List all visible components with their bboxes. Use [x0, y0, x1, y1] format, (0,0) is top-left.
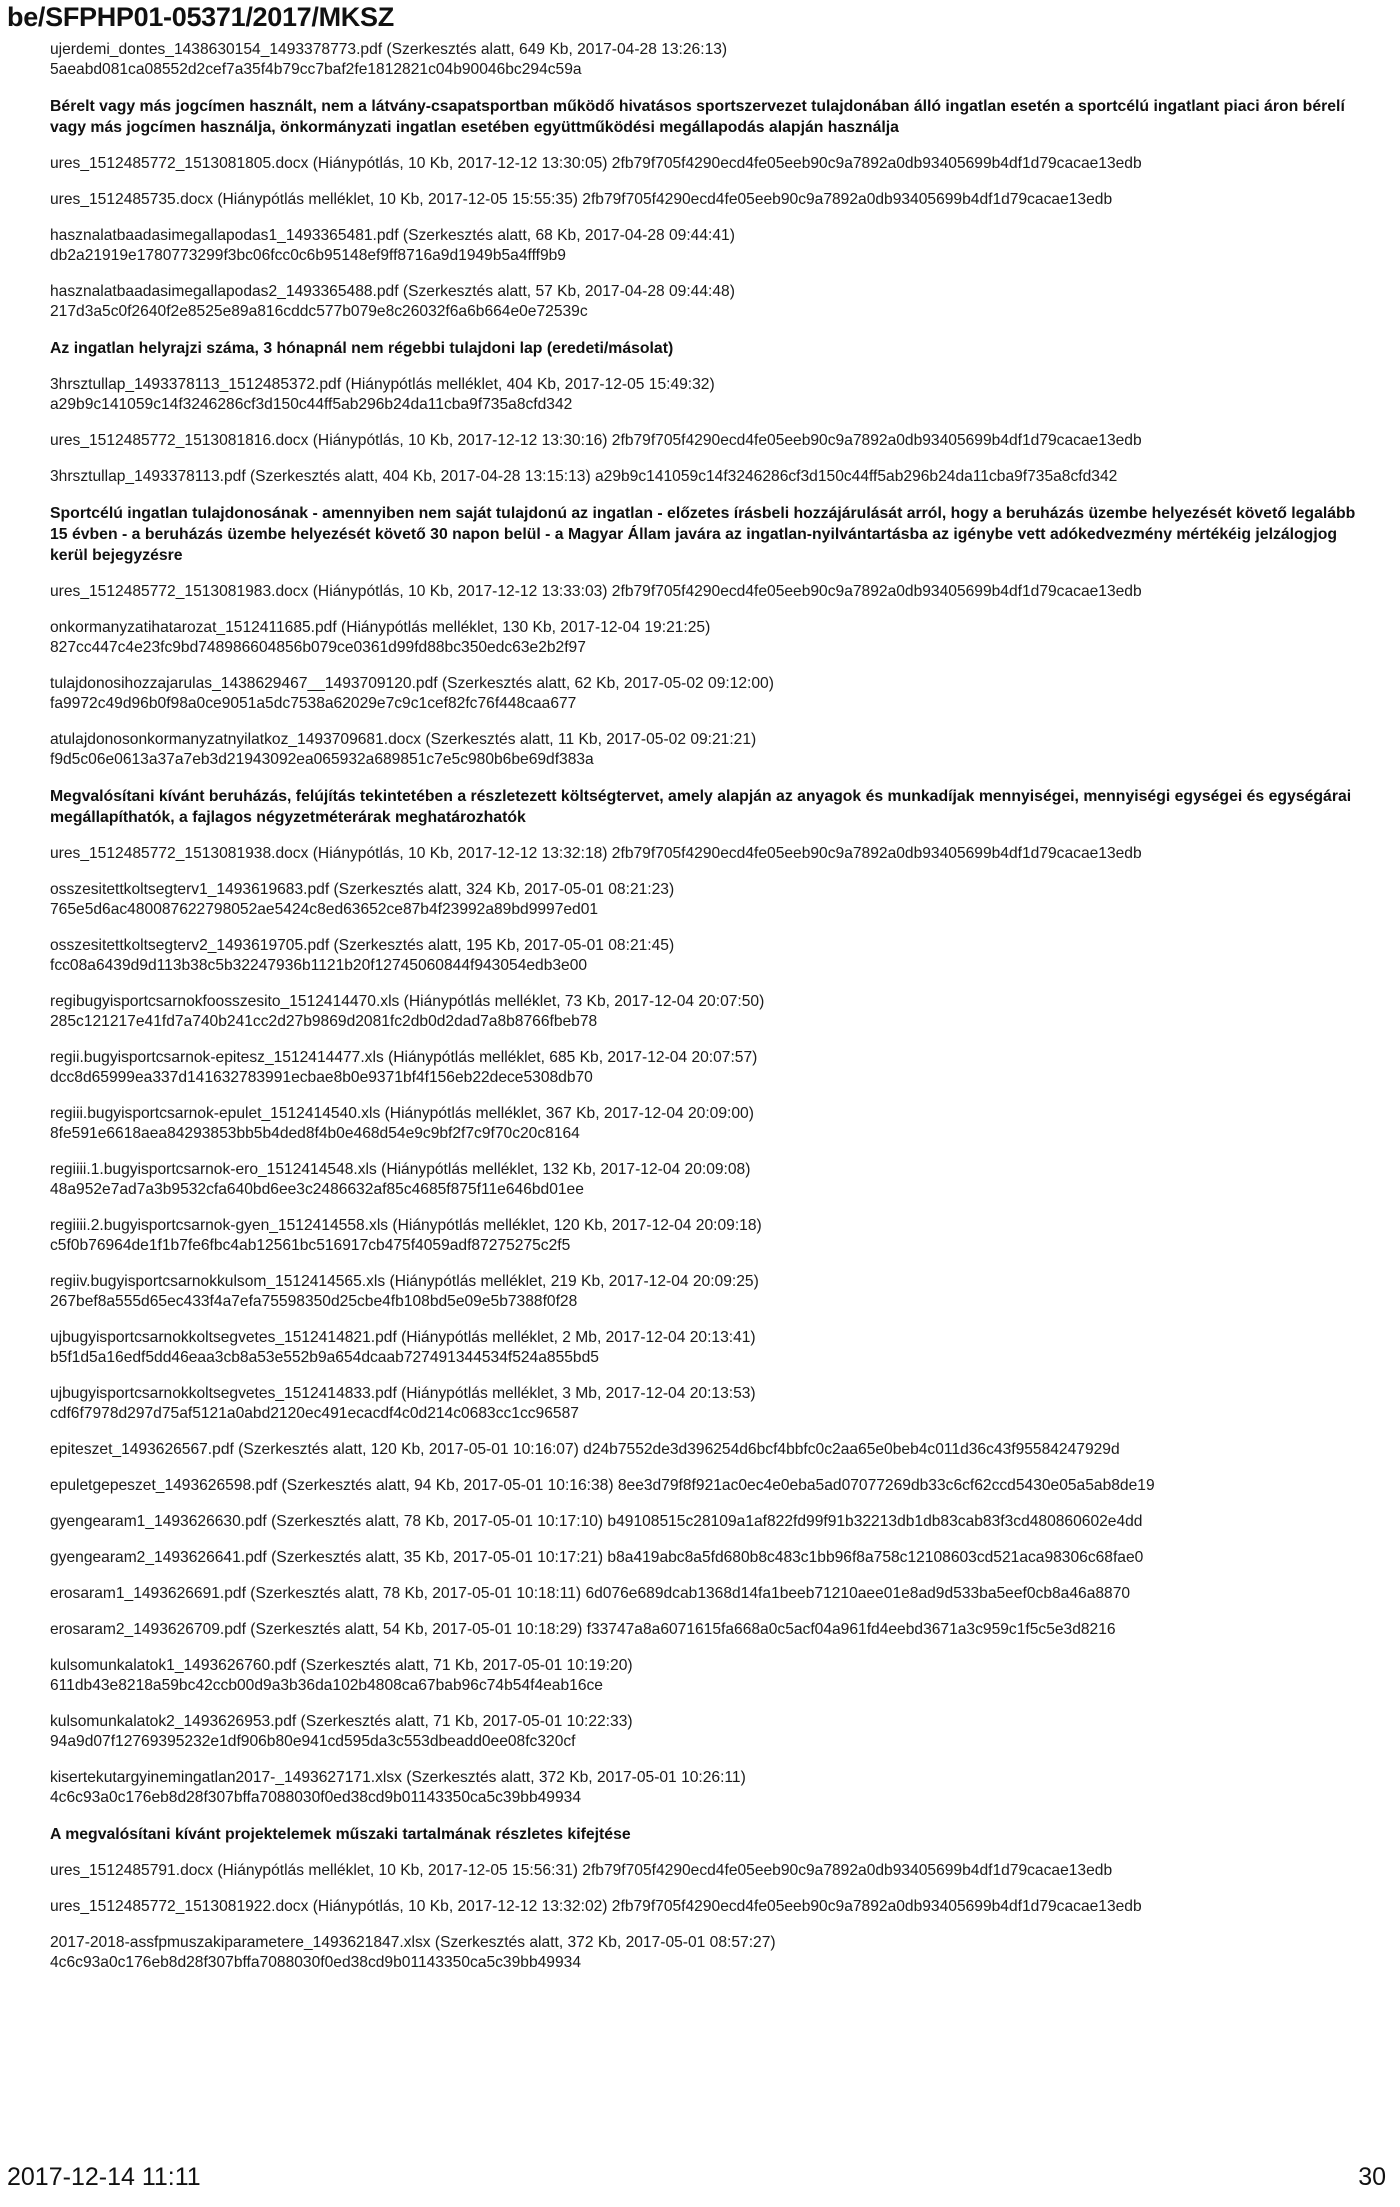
file-entry: [50, 1440, 1390, 1460]
file-info-line: 3hrsztullap_1493378113.pdf (Szerkesztés alatt, 404 Kb, 2017-04-28 13:15:13) a29b9c141059c14f3246286cf3d150c44ff5ab296b24da11cba9f735a8cfd342: [50, 468, 1118, 485]
file-entry: [50, 1933, 1390, 1973]
section-heading: A megvalósítani kívánt projektelemek műszaki tartalmának részletes kifejtése: [50, 1826, 631, 1843]
file-entry: [50, 40, 1390, 80]
file-entry: [50, 1620, 1390, 1640]
file-entry: [50, 375, 1390, 415]
file-entry: [50, 1476, 1390, 1496]
file-info-line: ujerdemi_dontes_1438630154_1493378773.pdf (Szerkesztés alatt, 649 Kb, 2017-04-28 13:26:13): [50, 41, 728, 58]
file-info-line: hasznalatbaadasimegallapodas2_1493365488.pdf (Szerkesztés alatt, 57 Kb, 2017-04-28 09:44:48): [50, 283, 735, 300]
file-hash-line: db2a21919e1780773299f3bc06fcc0c6b95148ef9ff8716a9d1949b5a4fff9b9: [50, 247, 566, 264]
file-info-line: osszesitettkoltsegterv2_1493619705.pdf (Szerkesztés alatt, 195 Kb, 2017-05-01 08:21:45): [50, 937, 675, 954]
file-info-line: regiiii.2.bugyisportcsarnok-gyen_1512414558.xls (Hiánypótlás melléklet, 120 Kb, 2017-12-04 20:09:18): [50, 1217, 762, 1234]
file-entry: [50, 730, 1390, 770]
file-info-line: kulsomunkalatok1_1493626760.pdf (Szerkesztés alatt, 71 Kb, 2017-05-01 10:19:20): [50, 1657, 633, 1674]
file-entry: [50, 1768, 1390, 1808]
file-info-line: atulajdonosonkormanyzatnyilatkoz_1493709681.docx (Szerkesztés alatt, 11 Kb, 2017-05-02 09:21:21): [50, 731, 757, 748]
file-entry: [50, 1328, 1390, 1368]
file-hash-line: fcc08a6439d9d113b38c5b32247936b1121b20f12745060844f943054edb3e00: [50, 957, 588, 974]
file-hash-line: a29b9c141059c14f3246286cf3d150c44ff5ab296b24da11cba9f735a8cfd342: [50, 396, 573, 413]
file-entry: [50, 1512, 1390, 1532]
file-hash-line: 765e5d6ac480087622798052ae5424c8ed63652ce87b4f23992a89bd9997ed01: [50, 901, 599, 918]
file-hash-line: 4c6c93a0c176eb8d28f307bffa7088030f0ed38cd9b01143350ca5c39bb49934: [50, 1954, 581, 1971]
file-entry: [50, 1584, 1390, 1604]
file-hash-line: 48a952e7ad7a3b9532cfa640bd6ee3c2486632af85c4685f875f11e646bd01ee: [50, 1181, 584, 1198]
section-heading: Bérelt vagy más jogcímen használt, nem a látvány-csapatsportban működő hivatásos sportszervezet tulajdonában álló ingatlan esetén a sportcélú ingatlant piaci áron bérelí vagy más jogcímen használja, önkormányzati ingatlan esetében együttműködési megállapodás alapján használja: [50, 98, 1345, 136]
file-entry: [50, 1548, 1390, 1568]
file-entry: [50, 1656, 1390, 1696]
file-hash-line: b5f1d5a16edf5dd46eaa3cb8a53e552b9a654dcaab727491344534f524a855bd5: [50, 1349, 599, 1366]
file-entry: [50, 936, 1390, 976]
file-entry: [50, 154, 1390, 174]
file-entry: [50, 1861, 1390, 1881]
file-info-line: kulsomunkalatok2_1493626953.pdf (Szerkesztés alatt, 71 Kb, 2017-05-01 10:22:33): [50, 1713, 633, 1730]
file-entry: [50, 844, 1390, 864]
file-info-line: 3hrsztullap_1493378113_1512485372.pdf (Hiánypótlás melléklet, 404 Kb, 2017-12-05 15:49:32): [50, 376, 715, 393]
file-info-line: regiii.bugyisportcsarnok-epulet_1512414540.xls (Hiánypótlás melléklet, 367 Kb, 2017-12-04 20:09:00): [50, 1105, 754, 1122]
file-hash-line: fa9972c49d96b0f98a0ce9051a5dc7538a62029e7c9c1cef82fc76f448caa677: [50, 695, 577, 712]
document-body: [50, 40, 1390, 1989]
file-info-line: hasznalatbaadasimegallapodas1_1493365481.pdf (Szerkesztés alatt, 68 Kb, 2017-04-28 09:44:41): [50, 227, 735, 244]
file-entry: [50, 1897, 1390, 1917]
file-hash-line: c5f0b76964de1f1b7fe6fbc4ab12561bc516917cb475f4059adf87275275c2f5: [50, 1237, 571, 1254]
file-info-line: ujbugyisportcsarnokkoltsegvetes_1512414833.pdf (Hiánypótlás melléklet, 3 Mb, 2017-12-04 20:13:53): [50, 1385, 756, 1402]
file-entry: [50, 282, 1390, 322]
section-heading: Az ingatlan helyrajzi száma, 3 hónapnál nem régebbi tulajdoni lap (eredeti/másolat): [50, 340, 674, 357]
file-entry: [50, 431, 1390, 451]
file-hash-line: 827cc447c4e23fc9bd748986604856b079ce0361d99fd88bc350edc63e2b2f97: [50, 639, 586, 656]
file-entry: [50, 1160, 1390, 1200]
file-info-line: erosaram1_1493626691.pdf (Szerkesztés alatt, 78 Kb, 2017-05-01 10:18:11) 6d076e689dcab1368d14fa1beeb71210aee01e8ad9d533ba5eef0cb8a46a8870: [50, 1585, 1131, 1602]
file-info-line: gyengearam2_1493626641.pdf (Szerkesztés alatt, 35 Kb, 2017-05-01 10:17:21) b8a419abc8a5fd680b8c483c1bb96f8a758c12108603cd521aca98306c68fae0: [50, 1549, 1144, 1566]
file-info-line: ujbugyisportcsarnokkoltsegvetes_1512414821.pdf (Hiánypótlás melléklet, 2 Mb, 2017-12-04 20:13:41): [50, 1329, 756, 1346]
file-info-line: epuletgepeszet_1493626598.pdf (Szerkesztés alatt, 94 Kb, 2017-05-01 10:16:38) 8ee3d79f8f921ac0ec4e0eba5ad07077269db33c6cf62ccd5430e05a5ab8de19: [50, 1477, 1155, 1494]
file-hash-line: 5aeabd081ca08552d2cef7a35f4b79cc7baf2fe1812821c04b90046bc294c59a: [50, 61, 582, 78]
file-info-line: epiteszet_1493626567.pdf (Szerkesztés alatt, 120 Kb, 2017-05-01 10:16:07) d24b7552de3d396254d6bcf4bbfc0c2aa65e0beb4c011d36c43f95584247929d: [50, 1441, 1120, 1458]
file-info-line: regii.bugyisportcsarnok-epitesz_1512414477.xls (Hiánypótlás melléklet, 685 Kb, 2017-12-04 20:07:57): [50, 1049, 758, 1066]
file-info-line: 2017-2018-assfpmuszakiparametere_1493621847.xlsx (Szerkesztés alatt, 372 Kb, 2017-05-01 08:57:27): [50, 1934, 776, 1951]
file-hash-line: 8fe591e6618aea84293853bb5b4ded8f4b0e468d54e9c9bf2f7c9f70c20c8164: [50, 1125, 580, 1142]
file-info-line: kisertekutargyinemingatlan2017-_1493627171.xlsx (Szerkesztés alatt, 372 Kb, 2017-05-01 10:26:11): [50, 1769, 746, 1786]
file-entry: [50, 1048, 1390, 1088]
footer-page-number: 30: [1358, 2163, 1386, 2191]
file-info-line: ures_1512485791.docx (Hiánypótlás melléklet, 10 Kb, 2017-12-05 15:56:31) 2fb79f705f4290ecd4fe05eeb90c9a7892a0db93405699b4df1d79cacae13edb: [50, 1862, 1113, 1879]
file-info-line: ures_1512485735.docx (Hiánypótlás melléklet, 10 Kb, 2017-12-05 15:55:35) 2fb79f705f4290ecd4fe05eeb90c9a7892a0db93405699b4df1d79cacae13edb: [50, 191, 1113, 208]
file-hash-line: 267bef8a555d65ec433f4a7efa75598350d25cbe4fb108bd5e09e5b7388f0f28: [50, 1293, 578, 1310]
section-heading: Sportcélú ingatlan tulajdonosának - amennyiben nem saját tulajdonú az ingatlan - előzetes írásbeli hozzájárulását arról, hogy a beruházás üzembe helyezését követő legalább 15 évben - a beruházás üzembe helyezését követő 30 napon belül - a Magyar Állam javára az ingatlan-nyilvántartásba az igénybe vett adókedvezmény mértékéig jelzálogjog kerül bejegyzésre: [50, 505, 1356, 564]
file-entry: [50, 1272, 1390, 1312]
file-hash-line: 94a9d07f12769395232e1df906b80e941cd595da3c553dbeadd0ee08fc320cf: [50, 1733, 576, 1750]
file-info-line: ures_1512485772_1513081816.docx (Hiánypótlás, 10 Kb, 2017-12-12 13:30:16) 2fb79f705f4290ecd4fe05eeb90c9a7892a0db93405699b4df1d79cacae13edb: [50, 432, 1142, 449]
file-entry: [50, 1104, 1390, 1144]
file-info-line: erosaram2_1493626709.pdf (Szerkesztés alatt, 54 Kb, 2017-05-01 10:18:29) f33747a8a6071615fa668a0c5acf04a961fd4eebd3671a3c959c1f5c5e3d8216: [50, 1621, 1116, 1638]
file-info-line: ures_1512485772_1513081938.docx (Hiánypótlás, 10 Kb, 2017-12-12 13:32:18) 2fb79f705f4290ecd4fe05eeb90c9a7892a0db93405699b4df1d79cacae13edb: [50, 845, 1142, 862]
file-info-line: onkormanyzatihatarozat_1512411685.pdf (Hiánypótlás melléklet, 130 Kb, 2017-12-04 19:21:25): [50, 619, 711, 636]
file-entry: [50, 190, 1390, 210]
file-info-line: gyengearam1_1493626630.pdf (Szerkesztés alatt, 78 Kb, 2017-05-01 10:17:10) b49108515c28109a1af822fd99f91b32213db1db83cab83f3cd480860602e4dd: [50, 1513, 1143, 1530]
file-hash-line: dcc8d65999ea337d141632783991ecbae8b0e9371bf4f156eb22dece5308db70: [50, 1069, 593, 1086]
file-hash-line: f9d5c06e0613a37a7eb3d21943092ea065932a689851c7e5c980b6be69df383a: [50, 751, 594, 768]
file-entry: [50, 1216, 1390, 1256]
file-entry: [50, 618, 1390, 658]
file-entry: [50, 226, 1390, 266]
file-entry: [50, 674, 1390, 714]
file-info-line: regibugyisportcsarnokfoosszesito_1512414470.xls (Hiánypótlás melléklet, 73 Kb, 2017-12-04 20:07:50): [50, 993, 765, 1010]
file-hash-line: 611db43e8218a59bc42ccb00d9a3b36da102b4808ca67bab96c74b54f4eab16ce: [50, 1677, 603, 1694]
file-hash-line: 4c6c93a0c176eb8d28f307bffa7088030f0ed38cd9b01143350ca5c39bb49934: [50, 1789, 581, 1806]
file-entry: [50, 582, 1390, 602]
file-hash-line: 285c121217e41fd7a740b241cc2d27b9869d2081fc2db0d2dad7a8b8766fbeb78: [50, 1013, 598, 1030]
file-entry: [50, 1384, 1390, 1424]
file-entry: [50, 992, 1390, 1032]
section-heading: Megvalósítani kívánt beruházás, felújítás tekintetében a részletezett költségtervet, amely alapján az anyagok és munkadíjak mennyiségei, mennyiségi egységei és egységárai megállapíthatók, a fajlagos négyzetméterárak meghatározhatók: [50, 788, 1352, 826]
file-info-line: ures_1512485772_1513081805.docx (Hiánypótlás, 10 Kb, 2017-12-12 13:30:05) 2fb79f705f4290ecd4fe05eeb90c9a7892a0db93405699b4df1d79cacae13edb: [50, 155, 1142, 172]
file-hash-line: 217d3a5c0f2640f2e8525e89a816cddc577b079e8c26032f6a6b664e0e72539c: [50, 303, 588, 320]
file-info-line: regiiv.bugyisportcsarnokkulsom_1512414565.xls (Hiánypótlás melléklet, 219 Kb, 2017-12-04 20:09:25): [50, 1273, 759, 1290]
file-entry: [50, 880, 1390, 920]
footer-datetime: 2017-12-14 11:11: [7, 2163, 201, 2191]
file-hash-line: cdf6f7978d297d75af5121a0abd2120ec491ecacdf4c0d214c0683cc1cc96587: [50, 1405, 579, 1422]
file-info-line: ures_1512485772_1513081983.docx (Hiánypótlás, 10 Kb, 2017-12-12 13:33:03) 2fb79f705f4290ecd4fe05eeb90c9a7892a0db93405699b4df1d79cacae13edb: [50, 583, 1142, 600]
file-info-line: tulajdonosihozzajarulas_1438629467__1493709120.pdf (Szerkesztés alatt, 62 Kb, 2017-05-02 09:12:00): [50, 675, 774, 692]
page-title: be/SFPHP01-05371/2017/MKSZ: [7, 2, 394, 32]
file-info-line: osszesitettkoltsegterv1_1493619683.pdf (Szerkesztés alatt, 324 Kb, 2017-05-01 08:21:23): [50, 881, 675, 898]
file-info-line: regiiii.1.bugyisportcsarnok-ero_1512414548.xls (Hiánypótlás melléklet, 132 Kb, 2017-12-04 20:09:08): [50, 1161, 751, 1178]
file-entry: [50, 467, 1390, 487]
file-info-line: ures_1512485772_1513081922.docx (Hiánypótlás, 10 Kb, 2017-12-12 13:32:02) 2fb79f705f4290ecd4fe05eeb90c9a7892a0db93405699b4df1d79cacae13edb: [50, 1898, 1142, 1915]
file-entry: [50, 1712, 1390, 1752]
